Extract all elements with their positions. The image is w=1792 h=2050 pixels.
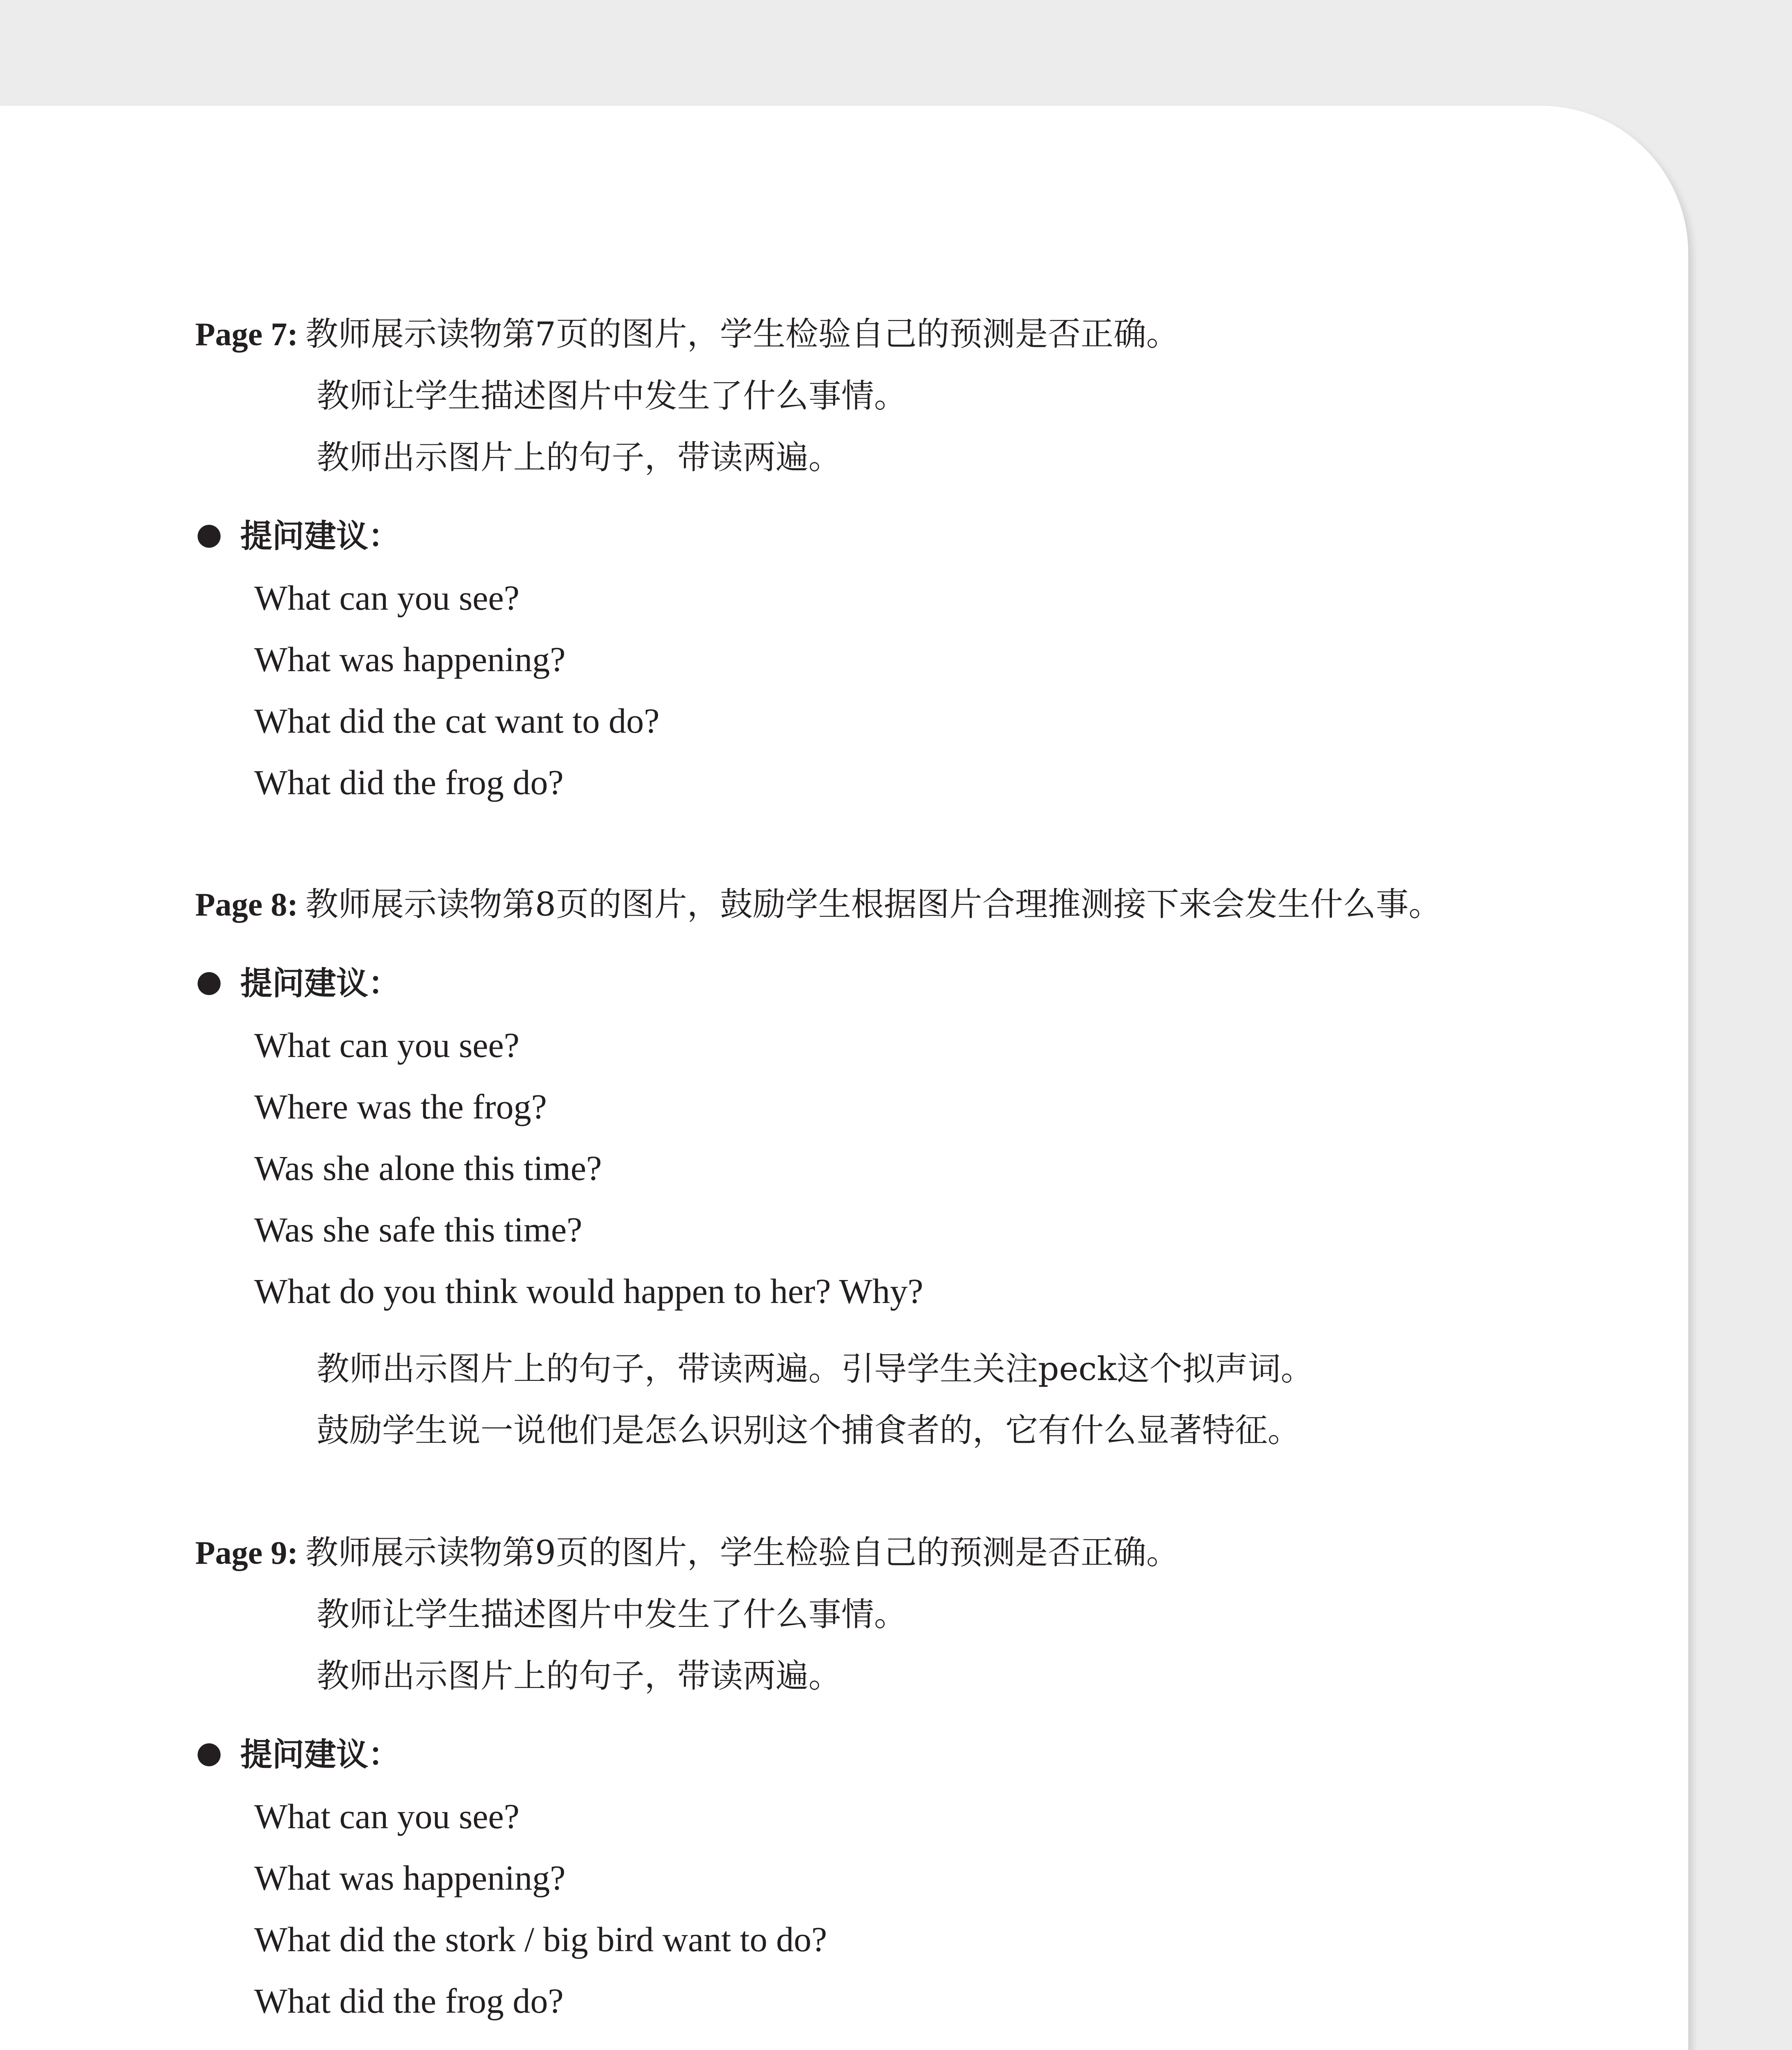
question-item: What was happening? [254,1858,566,1897]
question-item: What did the frog do? [254,763,564,802]
question-item: What can you see? [254,1797,520,1836]
question-item: What did the cat want to do? [254,701,660,740]
questions-heading: 提问建议： [195,506,1630,567]
question-item: What was happening? [254,640,566,679]
bullet-icon [198,525,221,548]
question-item: Where was the frog? [254,1087,547,1126]
section-label: Page 9: [195,1535,298,1571]
section-text: 教师出示图片上的句子，带读两遍。 [317,438,841,476]
section-text: 教师展示读物第8页的图片，鼓励学生根据图片合理推测接下来会发生什么事。 [305,885,1441,923]
question-item: What can you see? [254,1025,520,1065]
bullet-icon [198,1743,221,1766]
section-note: 教师出示图片上的句子，带读两遍。引导学生关注peck这个拟声词。 [317,1350,1314,1388]
section-page-8 [195,874,1630,936]
question-item: Was she safe this time? [254,1210,583,1249]
bullet-icon [198,972,221,995]
section-text: 教师出示图片上的句子，带读两遍。 [317,1657,841,1695]
section-page-9 [195,1522,1630,1584]
page-content [195,303,1630,2050]
section-page-7 [195,303,1630,365]
section-label: Page 8: [195,887,298,923]
question-item: What can you see? [254,578,520,617]
section-text: 教师展示读物第9页的图片，学生检验自己的预测是否正确。 [305,1533,1179,1572]
section-text: 教师让学生描述图片中发生了什么事情。 [317,1595,907,1633]
section-text: 教师让学生描述图片中发生了什么事情。 [317,377,907,415]
question-item: What did the stork / big bird want to do? [254,1920,827,1959]
question-item: Was she alone this time? [254,1148,602,1188]
question-item: What do you think would happen to her? Why? [254,1271,924,1311]
questions-heading: 提问建议： [195,953,1630,1014]
section-note: 鼓励学生说一说他们是怎么识别这个捕食者的，它有什么显著特征。 [317,1411,1300,1449]
questions-heading: 提问建议： [195,1724,1630,1786]
section-text: 教师展示读物第7页的图片，学生检验自己的预测是否正确。 [305,315,1179,353]
section-label: Page 7: [195,317,298,353]
question-item: What did the frog do? [254,1981,564,2020]
